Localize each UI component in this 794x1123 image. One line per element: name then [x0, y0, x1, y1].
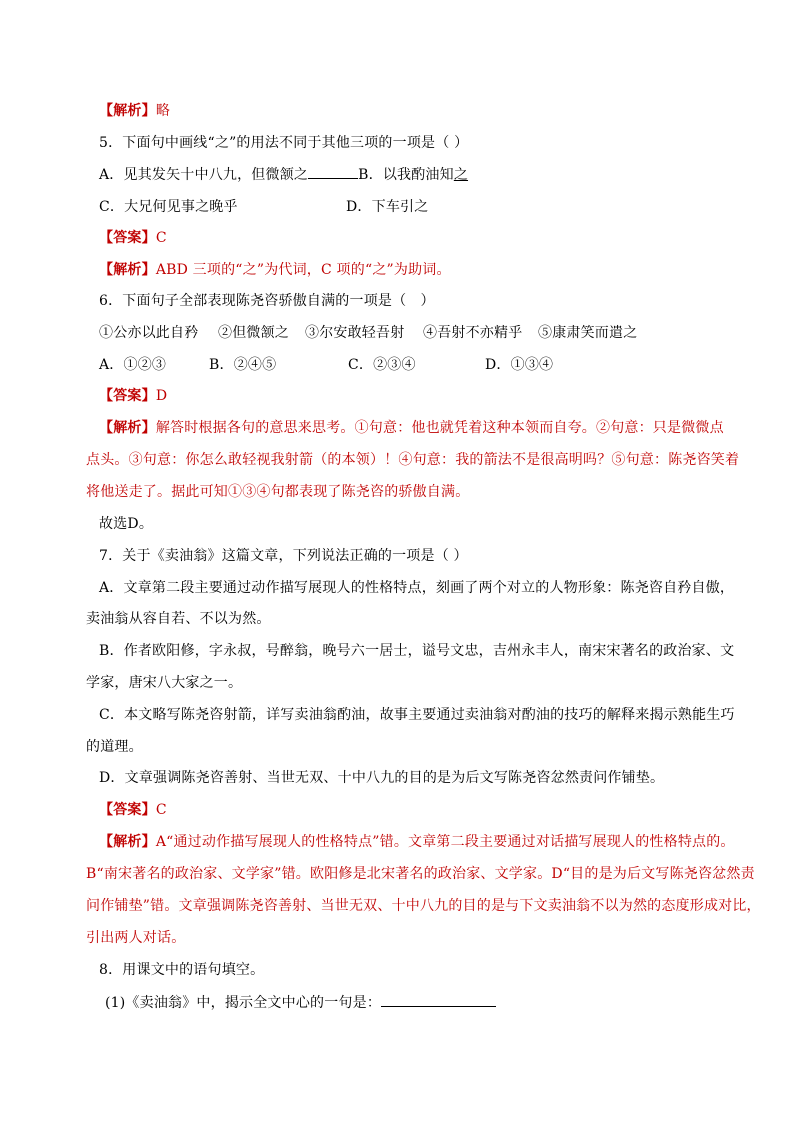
question-8-blank-1: [105, 992, 724, 1013]
answer-tag: 【答案】: [99, 230, 156, 246]
question-7-option-a-cont: 卖油翁从容自若、不以为然。: [86, 611, 271, 627]
question-8-stem: 8．用课文中的语句填空。: [99, 962, 265, 978]
option-b-underlined: 之: [453, 167, 469, 183]
fill-blank[interactable]: [381, 992, 496, 1007]
option-a: A．见其发矢十中八九，但微颔之: [99, 167, 309, 183]
analysis-text: 将他送走了。据此可知①③④句都表现了陈尧咨的骄傲自满。: [86, 484, 470, 500]
question-7-stem: 7．关于《卖油翁》这篇文章，下列说法正确的一项是（ ）: [99, 548, 468, 564]
question-7-option-b: B．作者欧阳修，字永叔，号醉翁，晚号六一居士，谥号文忠，吉州永丰人，南宋宋著名的政治家、文: [99, 643, 735, 659]
analysis-tag: 【解析】: [99, 420, 156, 436]
question-5-options-cd: [99, 197, 724, 217]
option-c: C．大兄何见事之晚乎: [99, 199, 238, 215]
question-5-stem: 5．下面句中画线“之”的用法不同于其他三项的一项是（ ）: [99, 135, 469, 151]
analysis-tag: 【解析】: [99, 262, 156, 278]
analysis-text: 引出两人对话。: [86, 930, 186, 946]
option-b: B．以我酌油知: [358, 167, 454, 183]
analysis-text: 略: [155, 103, 171, 119]
analysis-tag: 【解析】: [99, 103, 156, 119]
item-3: ③尔安敢轻吾射: [305, 325, 405, 341]
analysis-tag: 【解析】: [99, 834, 156, 850]
question-6-stem: 6．下面句子全部表现陈尧咨骄傲自满的一项是（ ）: [99, 293, 435, 309]
item-5: ⑤康肃笑而遣之: [538, 325, 638, 341]
item-1: ①公亦以此自矜: [99, 325, 199, 341]
analysis-line: [99, 260, 724, 280]
analysis-text: 点头。③句意：你怎么敢轻视我射箭（的本领）！④句意：我的箭法不是很高明吗？⑤句意：陈尧咨笑着: [86, 452, 740, 468]
analysis-text: ABD 三项的“之”为代词，C 项的“之”为助词。: [155, 262, 451, 278]
question-7-option-b-cont: 学家，唐宋八大家之一。: [86, 675, 243, 691]
option-a-underline: [308, 164, 358, 179]
answer-line: [99, 386, 724, 406]
analysis-line: [99, 101, 724, 121]
analysis-text: 解答时根据各句的意思来思考。①句意：他也就凭着这种本领而自夸。②句意：只是微微点: [155, 420, 724, 436]
answer-tag: 【答案】: [99, 388, 156, 404]
analysis-line: [99, 832, 735, 852]
question-7-option-c: C．本文略写陈尧咨射箭，详写卖油翁酌油，故事主要通过卖油翁对酌油的技巧的解释来揭示熟能生巧: [99, 707, 735, 723]
option-c: C．②③④: [348, 357, 416, 373]
answer-line: [99, 228, 724, 248]
conclusion-line: 故选D。: [99, 516, 154, 532]
answer-text: D: [155, 388, 168, 404]
option-b: B．②④⑤: [209, 357, 277, 373]
answer-line: [99, 800, 724, 820]
item-2: ②但微颔之: [218, 325, 289, 341]
answer-tag: 【答案】: [99, 802, 156, 818]
question-7-option-a: A．文章第二段主要通过动作描写展现人的性格特点，刻画了两个对立的人物形象：陈尧咨自矜自傲，: [99, 580, 735, 596]
question-5-options-ab: [99, 164, 724, 185]
option-d: D．①③④: [485, 357, 554, 373]
option-a: A．①②③: [99, 357, 167, 373]
answer-text: C: [155, 802, 167, 818]
question-7-option-c-cont: 的道理。: [86, 739, 143, 755]
analysis-text: 问作铺垫”错。文章强调陈尧咨善射、当世无双、十中八九的目的是与下文卖油翁不以为然的态度形成对比，: [86, 898, 761, 914]
question-7-option-d: D．文章强调陈尧咨善射、当世无双、十中八九的目的是为后文写陈尧咨忿然责问作铺垫。: [99, 770, 665, 786]
analysis-line: [99, 418, 724, 438]
analysis-text: B“南宋著名的政治家、文学家”错。欧阳修是北宋著名的政治家、文学家。D“目的是为后文写陈尧咨忿然责: [86, 866, 755, 882]
answer-text: C: [155, 230, 167, 246]
fill-prompt: (1)《卖油翁》中，揭示全文中心的一句是：: [105, 995, 382, 1011]
option-d: D．下车引之: [346, 199, 429, 215]
item-4: ④吾射不亦精乎: [423, 325, 523, 341]
analysis-text: A“通过动作描写展现人的性格特点”错。文章第二段主要通过对话描写展现人的性格特点的。: [155, 834, 735, 850]
